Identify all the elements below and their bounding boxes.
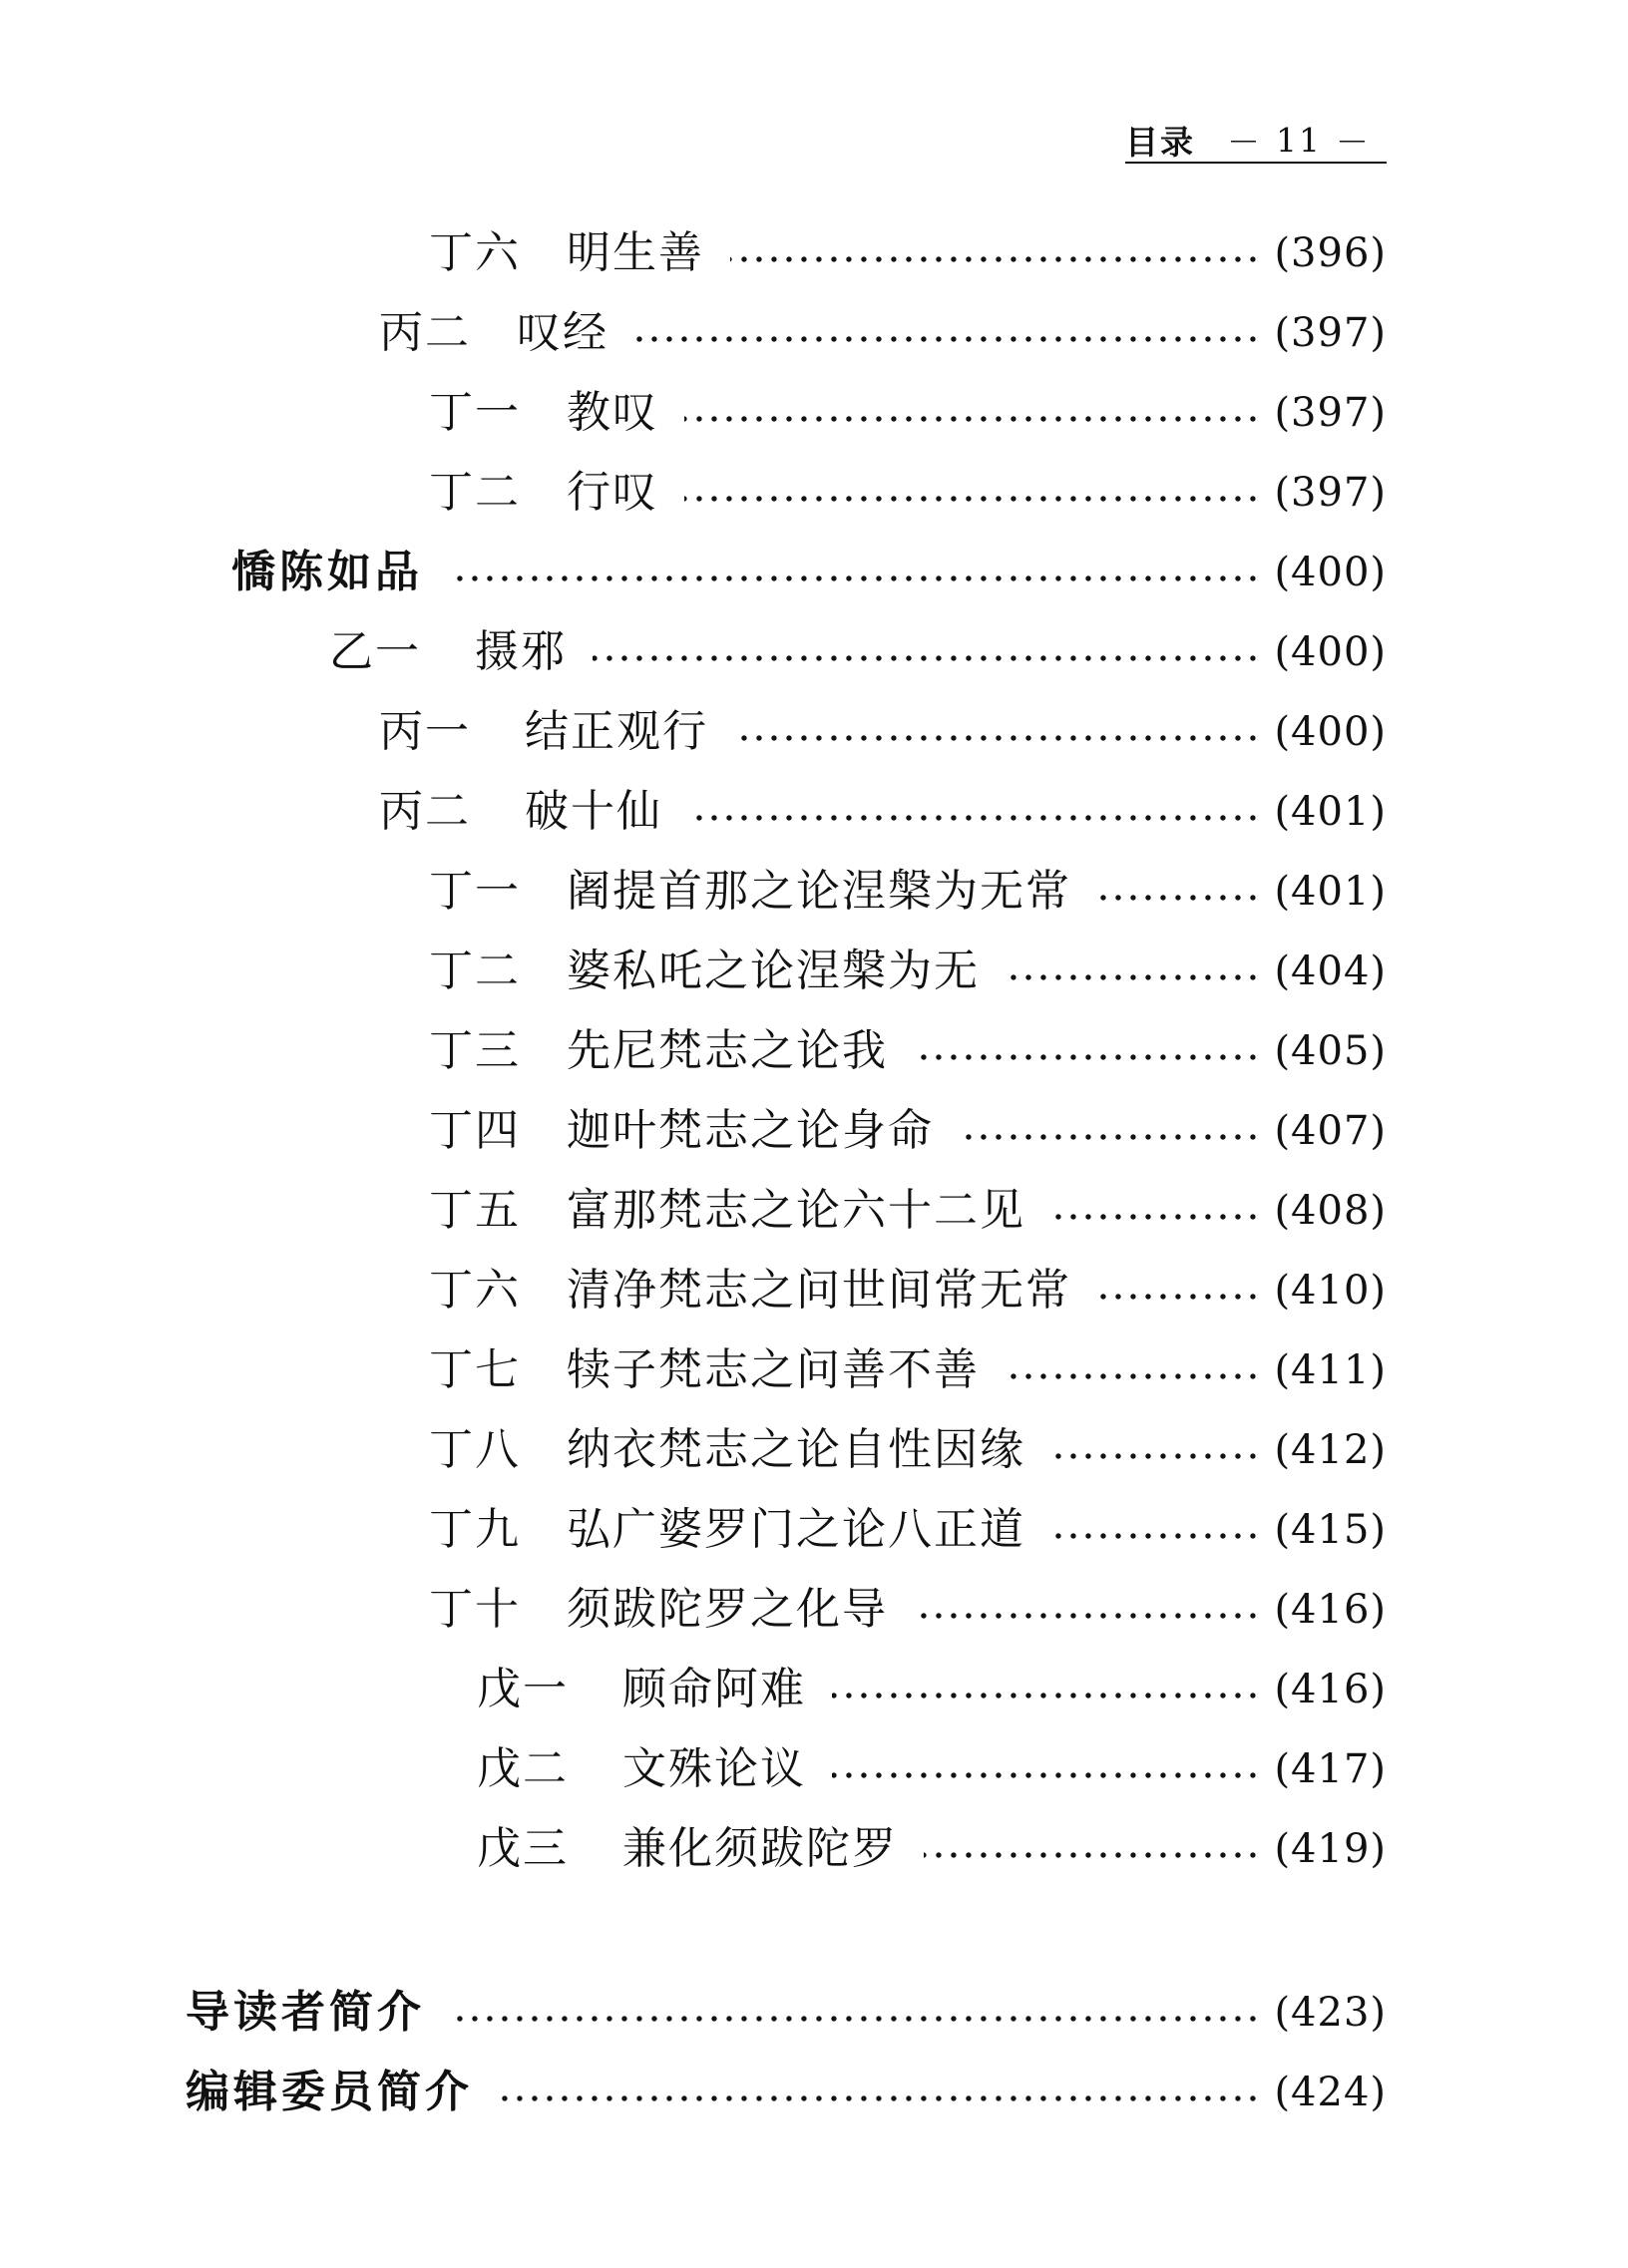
toc-entry-title: 犊子梵志之问善不善: [567, 1344, 980, 1395]
dot-leader: [914, 1021, 1260, 1081]
toc-entry-number: 丁二: [429, 467, 521, 518]
dot-leader: [730, 223, 1260, 283]
dot-leader: [1051, 1420, 1260, 1480]
dot-leader: [914, 1580, 1260, 1640]
toc-entry: [429, 1101, 1387, 1161]
toc-entry: [429, 1580, 1387, 1640]
toc-entry-page: (397): [1274, 470, 1387, 516]
toc-entry: [477, 1739, 1387, 1799]
toc-entry-page: (417): [1274, 1746, 1387, 1792]
toc-entry-title: 顾命阿难: [622, 1664, 806, 1714]
toc-entry: [429, 1500, 1387, 1560]
toc-entry-title: 弘广婆罗门之论八正道: [567, 1504, 1025, 1555]
dot-leader: [960, 1101, 1260, 1161]
toc-entry-page: (400): [1274, 629, 1387, 675]
dot-leader: [499, 2063, 1260, 2122]
toc-entry-number: 戊二: [477, 1743, 569, 1794]
dot-leader: [593, 622, 1260, 682]
toc-backmatter-entry: [186, 2063, 1387, 2122]
toc-entry-title: 编辑委员简介: [186, 2067, 473, 2117]
toc-entry-page: (401): [1274, 869, 1387, 915]
toc-entry: [429, 1181, 1387, 1241]
toc-entry-title: 兼化须跋陀罗: [622, 1823, 898, 1874]
toc-entry: [477, 1819, 1387, 1879]
toc-entry-title: 清净梵志之问世间常无常: [567, 1265, 1071, 1316]
toc-entry-number: 丁六: [429, 1265, 521, 1316]
toc-entry-page: (410): [1274, 1268, 1387, 1314]
toc-backmatter-entry: [186, 1983, 1387, 2043]
dot-leader: [688, 782, 1260, 842]
dot-leader: [734, 702, 1260, 762]
toc-entry-title: 阇提首那之论涅槃为无常: [567, 866, 1071, 917]
toc-entry-number: 乙一: [329, 626, 421, 677]
toc-entry-number: 戊一: [477, 1664, 569, 1714]
toc-entry: [379, 303, 1387, 363]
toc-entry-title: 憍陈如品: [231, 547, 423, 597]
toc-entry-title: 先尼梵志之论我: [567, 1025, 888, 1076]
toc-entry: [429, 1021, 1387, 1081]
toc-entry-page: (411): [1274, 1347, 1387, 1393]
toc-entry-title: 富那梵志之论六十二见: [567, 1185, 1025, 1236]
toc-entry-number: 丙二: [379, 786, 471, 837]
toc-entry-page: (416): [1274, 1587, 1387, 1633]
toc-entry: [429, 1420, 1387, 1480]
dot-leader: [1097, 1261, 1260, 1321]
header-dash-right: －: [1336, 122, 1371, 162]
toc-entry-title: 导读者简介: [186, 1987, 425, 2038]
toc-entry-page: (405): [1274, 1028, 1387, 1074]
dot-leader: [634, 303, 1260, 363]
toc-entry: [429, 383, 1387, 443]
toc-entry-title: 结正观行: [525, 706, 708, 757]
toc-entry-page: (396): [1274, 230, 1387, 276]
toc-entry-page: (415): [1274, 1507, 1387, 1553]
toc-entry-page: (400): [1274, 709, 1387, 755]
dot-leader: [1051, 1181, 1260, 1241]
toc-entry: [329, 622, 1387, 682]
dot-leader: [1097, 862, 1260, 922]
dot-leader: [1006, 942, 1260, 1001]
toc-entry-title: 迦叶梵志之论身命: [567, 1105, 934, 1156]
toc-entry-page: (408): [1274, 1188, 1387, 1234]
dot-leader: [684, 383, 1260, 443]
toc-entry-number: 丙二: [379, 307, 471, 358]
toc-entry-number: 丁二: [429, 945, 521, 996]
toc-entry: [429, 1261, 1387, 1321]
toc-entry-number: 丁一: [429, 866, 521, 917]
toc-entry-number: 丁八: [429, 1424, 521, 1475]
toc-entry-title: 破十仙: [525, 786, 662, 837]
toc-entry: [429, 223, 1387, 283]
toc-entry-page: (401): [1274, 789, 1387, 835]
toc-chapter-entry: [231, 543, 1387, 602]
toc-entry: [379, 702, 1387, 762]
toc-entry-number: 丁一: [429, 387, 521, 438]
toc-entry-number: 丁三: [429, 1025, 521, 1076]
toc-entry-page: (400): [1274, 550, 1387, 595]
toc-entry-number: 丙一: [379, 706, 471, 757]
toc-entry: [429, 1340, 1387, 1400]
dot-leader: [832, 1660, 1260, 1719]
toc-entry-title: 叹经: [517, 307, 609, 358]
dot-leader: [684, 463, 1260, 523]
toc-entry-number: 丁六: [429, 227, 521, 278]
toc-entry-number: 丁七: [429, 1344, 521, 1395]
toc-entry-title: 行叹: [567, 467, 658, 518]
toc-entry-title: 摄邪: [475, 626, 567, 677]
dot-leader: [1006, 1340, 1260, 1400]
toc-entry-page: (419): [1274, 1826, 1387, 1872]
toc-entry: [379, 782, 1387, 842]
toc-entry: [429, 862, 1387, 922]
toc-entry-title: 须跋陀罗之化导: [567, 1584, 888, 1635]
header-page-number: 11: [1276, 120, 1322, 160]
dot-leader: [449, 543, 1260, 602]
header-title: 目录: [1125, 122, 1195, 162]
toc-entry-number: 丁四: [429, 1105, 521, 1156]
toc-entry-title: 明生善: [567, 227, 704, 278]
header-dash-left: －: [1227, 122, 1262, 162]
toc-entry-number: 丁五: [429, 1185, 521, 1236]
toc-entry: [477, 1660, 1387, 1719]
toc-entry-page: (397): [1274, 390, 1387, 436]
toc-entry-page: (404): [1274, 948, 1387, 994]
toc-entry: [429, 942, 1387, 1001]
toc-entry-number: 丁九: [429, 1504, 521, 1555]
toc-entry-page: (416): [1274, 1667, 1387, 1712]
toc-entry-page: (407): [1274, 1108, 1387, 1154]
toc-entry-page: (424): [1274, 2070, 1387, 2115]
dot-leader: [832, 1739, 1260, 1799]
toc-entry-page: (412): [1274, 1427, 1387, 1473]
dot-leader: [1051, 1500, 1260, 1560]
toc-entry-title: 纳衣梵志之论自性因缘: [567, 1424, 1025, 1475]
toc-entry-title: 教叹: [567, 387, 658, 438]
toc-entry-number: 戊三: [477, 1823, 569, 1874]
toc-entry-title: 婆私吒之论涅槃为无: [567, 945, 980, 996]
dot-leader: [924, 1819, 1260, 1879]
page-header: [1125, 118, 1387, 164]
toc-entry-page: (397): [1274, 310, 1387, 356]
toc-entry-title: 文殊论议: [622, 1743, 806, 1794]
toc-entry-number: 丁十: [429, 1584, 521, 1635]
toc-entry-page: (423): [1274, 1990, 1387, 2036]
toc-entry: [429, 463, 1387, 523]
dot-leader: [451, 1983, 1260, 2043]
